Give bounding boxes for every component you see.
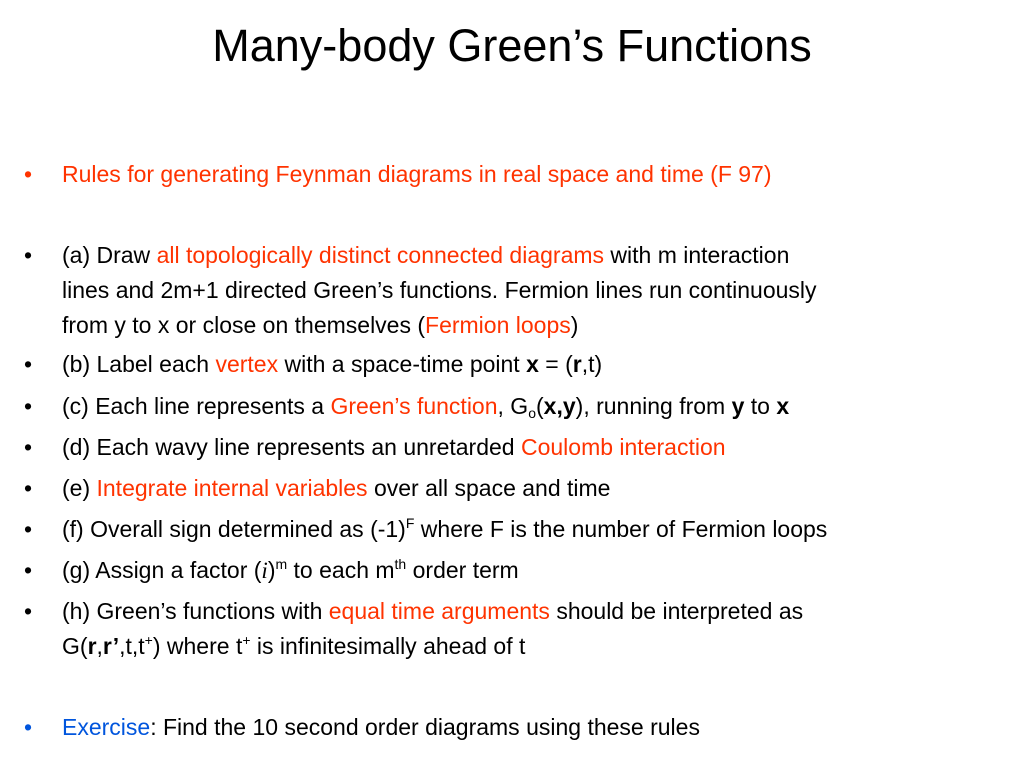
rule-c-open: ( xyxy=(536,393,544,419)
rule-c-subscript: o xyxy=(528,405,536,421)
bullet-dot: • xyxy=(24,351,33,377)
rule-a-highlight: all topologically distinct connected diagrams xyxy=(156,242,605,268)
bullet-dot: • xyxy=(24,475,33,501)
rule-a-text xyxy=(62,238,1014,343)
rule-h-superscript-plus: + xyxy=(144,632,153,648)
rule-g-i: i xyxy=(261,558,268,583)
rule-e-text xyxy=(62,471,1014,506)
rule-c-sep: , xyxy=(556,393,563,419)
rule-g-prefix: (g) Assign a factor ( xyxy=(62,557,262,583)
rule-b-eq: = ( xyxy=(538,351,573,377)
rule-h-text xyxy=(62,594,1014,664)
rule-f-end: where F is the number of Fermion loops xyxy=(414,516,828,542)
rule-h-end: is infinitesimally ahead of t xyxy=(250,633,526,659)
rule-e-end: over all space and time xyxy=(367,475,611,501)
rule-a-prefix: (a) Draw xyxy=(62,242,157,268)
bullet-dot: • xyxy=(24,714,33,740)
rule-g-close: ) xyxy=(267,557,276,583)
rule-b-r: r xyxy=(572,351,582,377)
bullet-dot: • xyxy=(24,393,33,419)
rule-e-prefix: (e) xyxy=(62,475,97,501)
rule-h-prefix: (h) Green’s functions with xyxy=(62,598,329,624)
bullet-dot: • xyxy=(24,161,33,187)
rule-b-x: x xyxy=(526,351,539,377)
rule-c-mid: ), running from xyxy=(575,393,732,419)
rule-c-y: y xyxy=(562,393,576,419)
rule-c-y2: y xyxy=(731,393,745,419)
rule-f-prefix: (f) Overall sign determined as (-1) xyxy=(62,516,406,542)
rule-a-fermion-loops: Fermion loops xyxy=(425,312,571,338)
rule-a-line2: lines and 2m+1 directed Green’s functions. Fermion lines run continuously xyxy=(62,277,817,303)
rule-c-x2: x xyxy=(776,393,790,419)
rule-h-mid: ,t,t xyxy=(119,633,145,659)
rule-c-x: x xyxy=(543,393,557,419)
exercise-label: Exercise xyxy=(62,714,151,740)
rule-h-g-open: G( xyxy=(62,633,88,659)
rule-g-superscript-m: m xyxy=(275,556,288,572)
exercise-body: : Find the 10 second order diagrams using these rules xyxy=(150,714,700,740)
rule-h-equal-time: equal time arguments xyxy=(328,598,550,624)
bullet-dot: • xyxy=(24,434,33,460)
bullet-dot: • xyxy=(24,242,33,268)
rule-g-text xyxy=(62,553,1014,588)
rule-h-prime: ’ xyxy=(112,633,120,659)
slide-title: Many-body Green’s Functions xyxy=(212,20,812,71)
rule-g-end: order term xyxy=(406,557,519,583)
rule-e-integrate: Integrate internal variables xyxy=(96,475,368,501)
rule-c-prefix: (c) Each line represents a xyxy=(62,393,331,419)
rule-b-mid: with a space-time point xyxy=(278,351,527,377)
rule-h-r1: r xyxy=(87,633,97,659)
rule-h-r2: r xyxy=(102,633,113,659)
rule-g-mid: to each m xyxy=(287,557,395,583)
rule-b-vertex: vertex xyxy=(215,351,279,377)
rule-f-text xyxy=(62,512,1014,547)
exercise-text xyxy=(62,710,1014,745)
rule-h-comma: , xyxy=(96,633,103,659)
rule-h-line1-end: should be interpreted as xyxy=(549,598,804,624)
rule-a-line3-prefix: from y to x or close on themselves ( xyxy=(62,312,426,338)
rule-c-to: to xyxy=(744,393,777,419)
bullet-dot: • xyxy=(24,557,33,583)
rule-d-text xyxy=(62,430,1014,465)
rule-c-text xyxy=(62,389,1014,424)
rule-b-prefix: (b) Label each xyxy=(62,351,216,377)
rule-h-superscript-plus2: + xyxy=(242,632,251,648)
rule-d-coulomb: Coulomb interaction xyxy=(520,434,726,460)
rule-g-superscript-th: th xyxy=(394,556,407,572)
rule-f-superscript: F xyxy=(405,515,415,531)
rules-heading-text: Rules for generating Feynman diagrams in real space and time (F 97) xyxy=(62,161,772,187)
bullet-dot: • xyxy=(24,516,33,542)
rule-d-prefix: (d) Each wavy line represents an unretarded xyxy=(62,434,521,460)
rule-h-mid2: ) where t xyxy=(152,633,243,659)
rule-a-line1-end: with m interaction xyxy=(604,242,790,268)
rule-c-g: , G xyxy=(497,393,529,419)
rule-c-greens-function: Green’s function xyxy=(330,393,498,419)
rule-a-line3-end: ) xyxy=(570,312,579,338)
rule-b-end: ,t) xyxy=(581,351,603,377)
rule-b-text xyxy=(62,347,1014,382)
bullet-dot: • xyxy=(24,598,33,624)
